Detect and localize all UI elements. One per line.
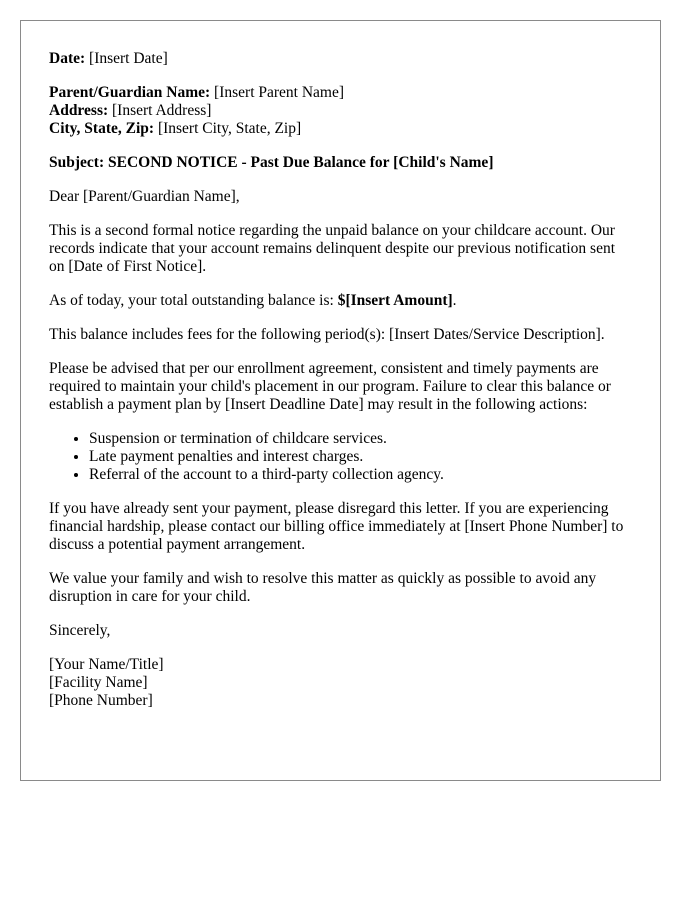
greeting: Dear [Parent/Guardian Name], <box>49 188 240 205</box>
closing-note-paragraph: We value your family and wish to resolve this matter as quickly as possible to avoid any disruption in care for your child. <box>49 570 597 605</box>
intro-paragraph: This is a second formal notice regarding the unpaid balance on your childcare account. Our records indicate that your account remains delinquent despite our previous notification sent on [Date of First Notice]. <box>49 222 616 275</box>
city-value: [Insert City, State, Zip] <box>157 120 302 137</box>
date-line <box>49 50 632 68</box>
date-label: Date: <box>49 50 86 67</box>
periods-paragraph: This balance includes fees for the following period(s): [Insert Dates/Service Description]. <box>49 326 605 343</box>
balance-prefix: As of today, your total outstanding balance is: <box>49 292 338 309</box>
balance-paragraph <box>49 292 632 310</box>
signature-facility: [Facility Name] <box>49 674 148 691</box>
advisory-paragraph: Please be advised that per our enrollment agreement, consistent and timely payments are required to maintain your child's placement in our program. Failure to clear this balance or establish a payment plan by [Insert Deadline Date] may result in the following actions: <box>49 360 611 413</box>
balance-amount: $[Insert Amount] <box>337 292 453 309</box>
letter-page <box>20 20 661 781</box>
date-value: [Insert Date] <box>89 50 168 67</box>
recipient-block <box>49 84 632 138</box>
parent-line <box>49 84 632 102</box>
address-line <box>49 102 632 120</box>
signature-block <box>49 656 632 710</box>
address-label: Address: <box>49 102 109 119</box>
signoff: Sincerely, <box>49 622 111 639</box>
hardship-paragraph: If you have already sent your payment, please disregard this letter. If you are experiencing financial hardship, please contact our billing office immediately at [Insert Phone Number] to discuss a potential payment arrangement. <box>49 500 624 553</box>
parent-label: Parent/Guardian Name: <box>49 84 211 101</box>
list-item: • Suspension or termination of childcare services. <box>89 430 632 448</box>
list-item: • Late payment penalties and interest charges. <box>89 448 632 466</box>
city-line <box>49 120 632 138</box>
subject-line <box>49 154 632 172</box>
parent-value: [Insert Parent Name] <box>214 84 345 101</box>
subject-text: Subject: SECOND NOTICE - Past Due Balance for [Child's Name] <box>49 154 494 171</box>
city-label: City, State, Zip: <box>49 120 155 137</box>
signature-phone: [Phone Number] <box>49 692 153 709</box>
balance-suffix: . <box>452 292 457 309</box>
address-value: [Insert Address] <box>112 102 212 119</box>
list-item: • Referral of the account to a third-party collection agency. <box>89 466 632 484</box>
signature-name: [Your Name/Title] <box>49 656 164 673</box>
actions-list <box>49 430 632 484</box>
